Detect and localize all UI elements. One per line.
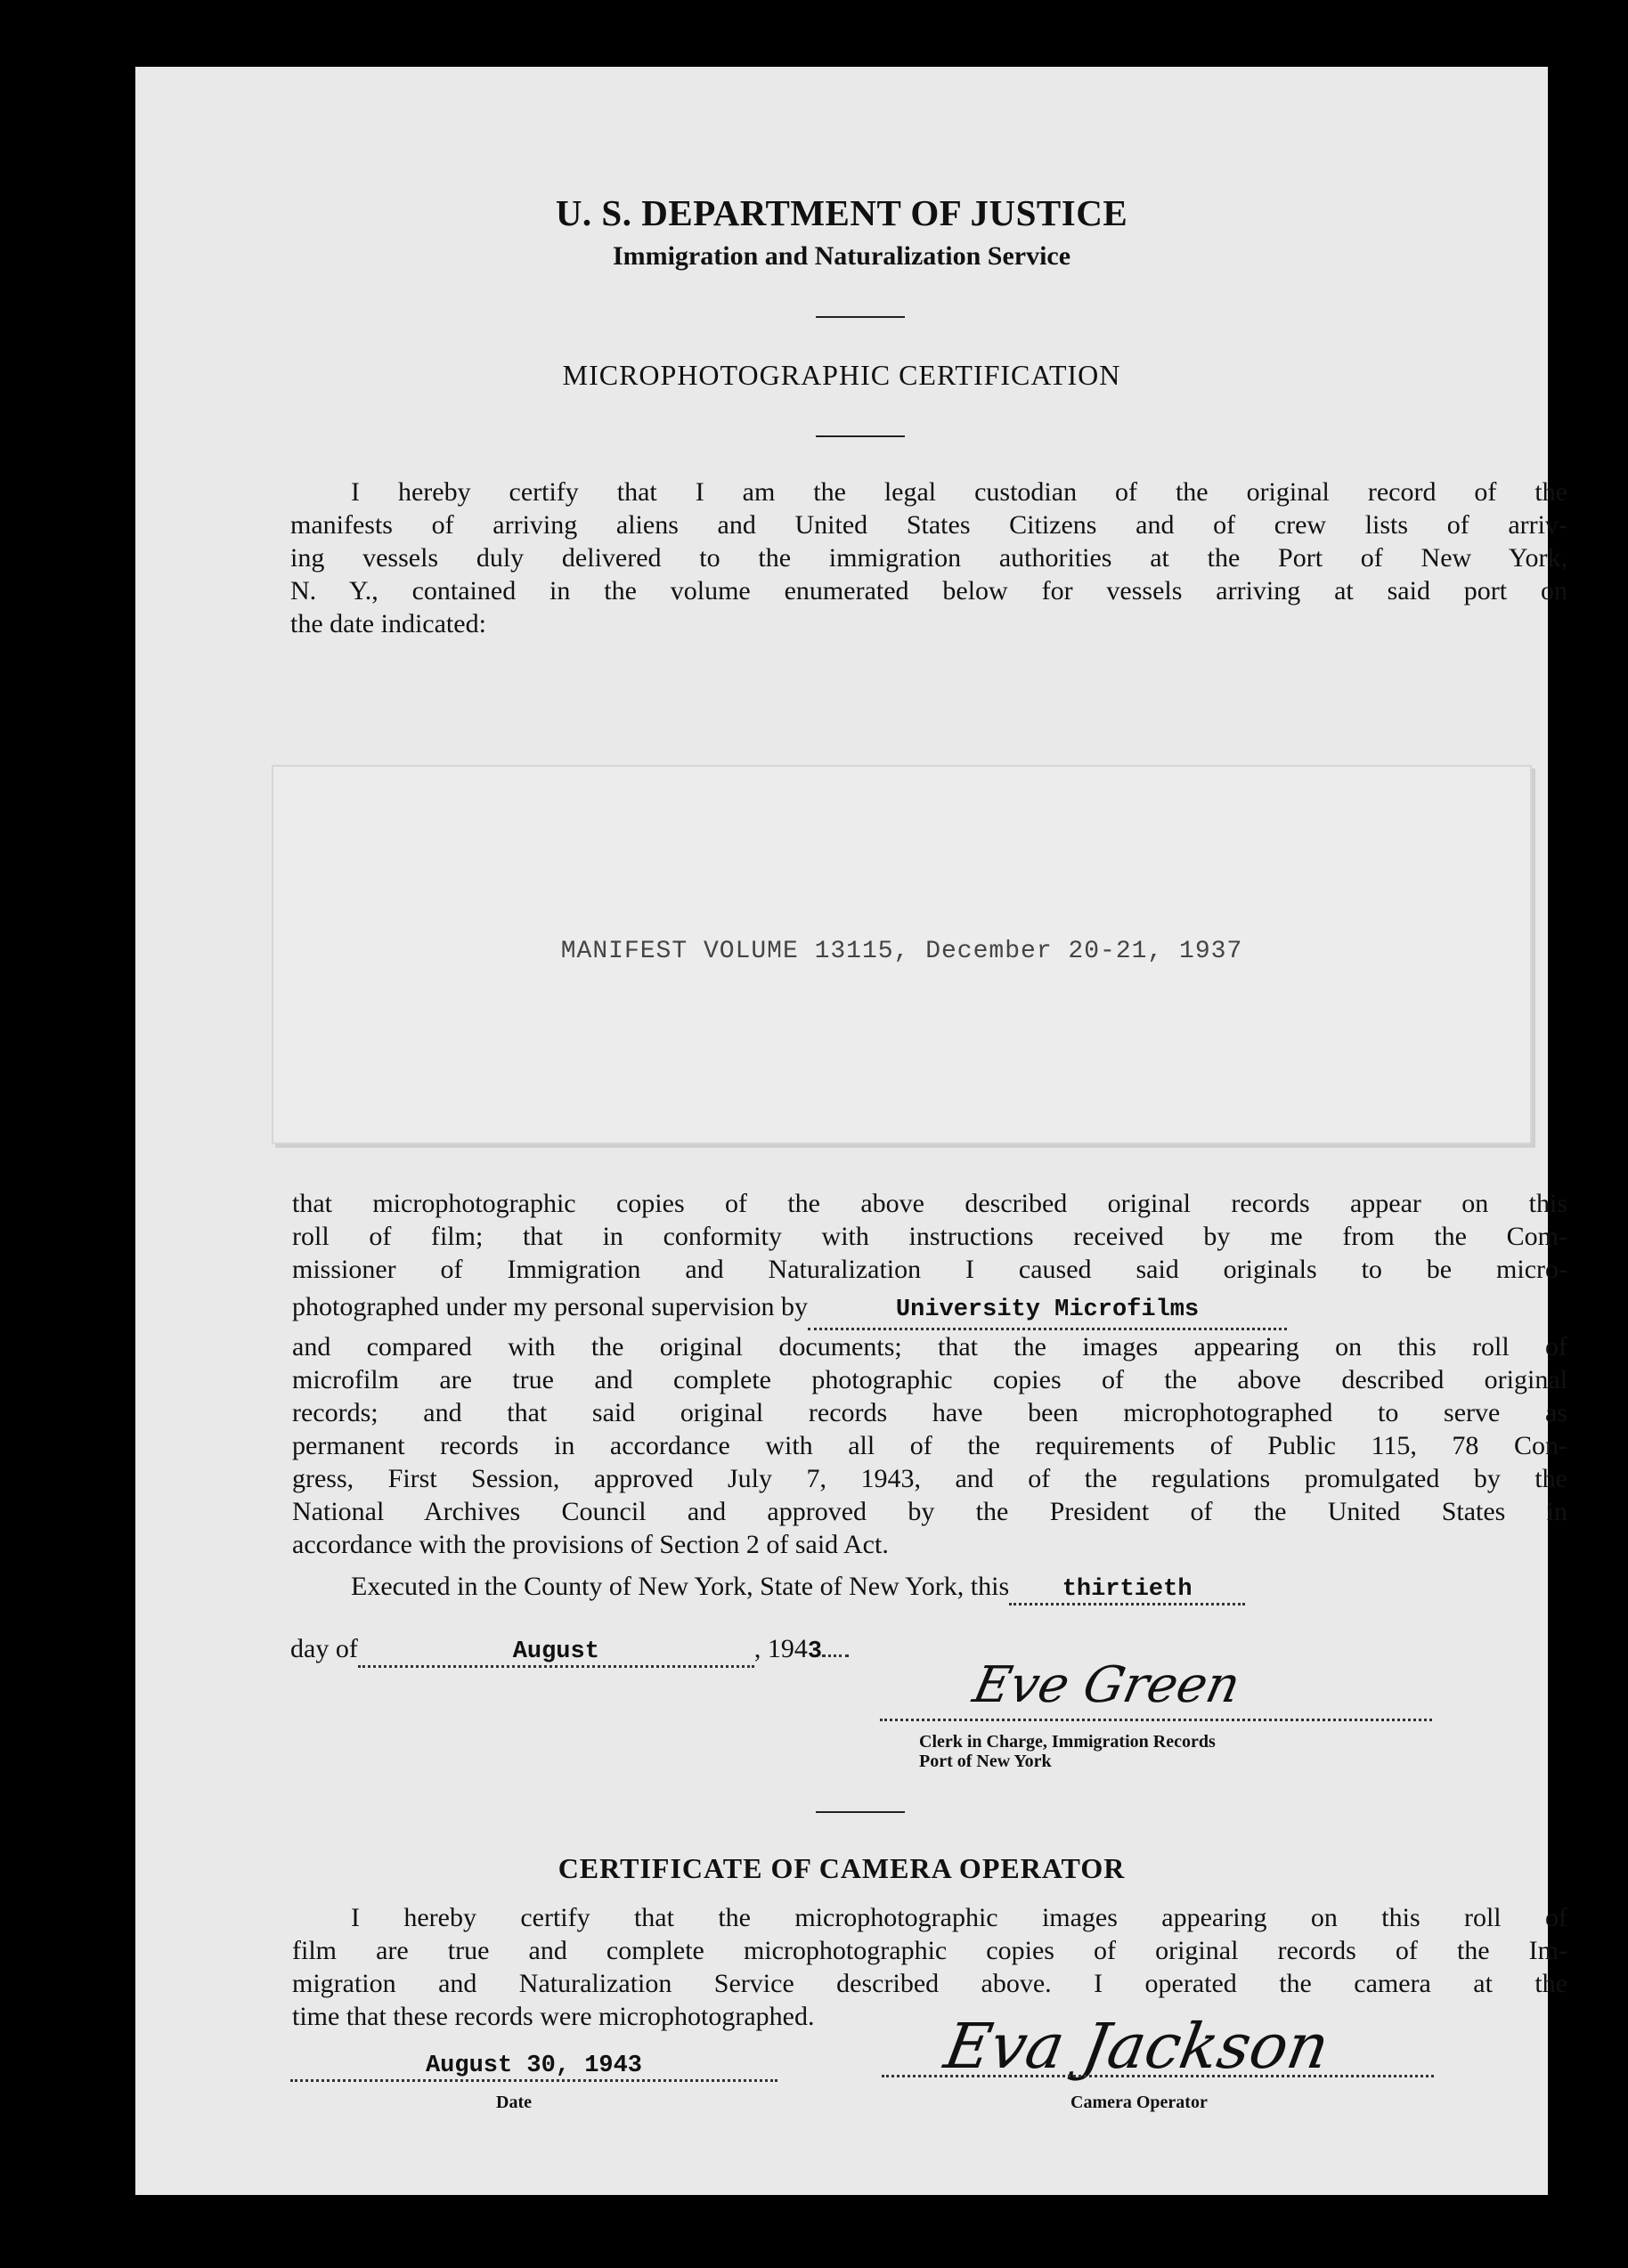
clerk-signature: Eve Green xyxy=(968,1656,1246,1714)
camera-line: film are true and complete microphotographic copies of original records of the Im- xyxy=(292,1936,1567,1965)
camera-certificate-title: CERTIFICATE OF CAMERA OPERATOR xyxy=(558,1852,1126,1884)
intro-line: the date indicated: xyxy=(290,609,486,638)
executed-prefix: Executed in the County of New York, State of New York, this xyxy=(351,1572,1010,1601)
camera-date-value: August 30, 1943 xyxy=(425,2053,643,2079)
intro-line: ing vessels duly delivered to the immigration authorities at the Port of New York, xyxy=(290,543,1567,573)
service-subtitle: Immigration and Naturalization Service xyxy=(612,241,1071,271)
operator-label: Camera Operator xyxy=(1070,2093,1208,2112)
camera-paragraph xyxy=(292,1901,1567,2033)
camera-line: I hereby certify that the microphotographic images appearing on this roll of xyxy=(351,1903,1567,1932)
intro-line: N. Y., contained in the volume enumerated below for vessels arriving at said port on xyxy=(290,576,1567,606)
body-line: that microphotographic copies of the above described original records appear on this xyxy=(292,1189,1567,1218)
body-line: roll of film; that in conformity with instructions received by me from the Com- xyxy=(292,1222,1567,1251)
intro-paragraph xyxy=(290,476,1567,640)
body-line: and compared with the original documents; that the images appearing on this roll of xyxy=(292,1332,1567,1362)
divider-top xyxy=(816,316,905,318)
year-field xyxy=(822,1654,849,1657)
body-line: permanent records in accordance with all of the requirements of Public 115, 78 Con- xyxy=(292,1431,1567,1460)
intro-line: manifests of arriving aliens and United States Citizens and of crew lists of arriv- xyxy=(290,510,1567,540)
body-line: microfilm are true and complete photographic copies of the above described original xyxy=(292,1365,1567,1394)
day-field xyxy=(1009,1572,1245,1605)
month-field xyxy=(358,1634,754,1668)
supervisor-field xyxy=(808,1289,1287,1330)
camera-line: time that these records were microphotographed. xyxy=(292,2002,815,2031)
body-line: accordance with the provisions of Section 2 of said Act. xyxy=(292,1530,889,1559)
body-paragraph xyxy=(292,1187,1567,1561)
intro-line: I hereby certify that I am the legal custodian of the original record of the xyxy=(351,477,1567,507)
body-line: missioner of Immigration and Naturalization I caused said originals to be micro- xyxy=(292,1255,1567,1284)
supervision-prefix: photographed under my personal supervision by xyxy=(292,1292,809,1321)
body-line: National Archives Council and approved by the President of the United States in xyxy=(292,1497,1567,1526)
supervisor-value: University Microfilms xyxy=(895,1297,1200,1323)
clerk-signature-line xyxy=(880,1719,1432,1721)
certificate-page xyxy=(135,67,1567,2195)
clerk-title xyxy=(919,1732,1216,1771)
volume-label-box xyxy=(272,765,1532,1144)
date-of-line xyxy=(290,1634,849,1668)
certification-heading: MICROPHOTOGRAPHIC CERTIFICATION xyxy=(562,359,1121,391)
supervision-line xyxy=(292,1289,1567,1330)
operator-signature: Eva Jackson xyxy=(939,2010,1335,2083)
department-title: U. S. DEPARTMENT OF JUSTICE xyxy=(555,192,1128,233)
day-value: thirtieth xyxy=(1062,1576,1193,1603)
year-prefix: , 194 xyxy=(753,1634,808,1663)
divider-bottom xyxy=(816,1811,905,1813)
volume-label: MANIFEST VOLUME 13115, December 20-21, 1937 xyxy=(560,938,1243,965)
year-digit: 3 xyxy=(807,1638,823,1665)
camera-line: migration and Naturalization Service described above. I operated the camera at the xyxy=(292,1969,1567,1998)
body-line: records; and that said original records have been microphotographed to serve as xyxy=(292,1398,1567,1427)
executed-line xyxy=(351,1572,1245,1605)
month-value: August xyxy=(512,1638,599,1665)
body-line: gress, First Session, approved July 7, 1943, and of the regulations promulgated by the xyxy=(292,1464,1567,1493)
date-field xyxy=(290,2053,777,2082)
operator-signature-line xyxy=(882,2075,1434,2077)
clerk-title-line: Port of New York xyxy=(919,1752,1052,1771)
clerk-title-line: Clerk in Charge, Immigration Records xyxy=(919,1732,1216,1752)
day-of-label: day of xyxy=(290,1634,358,1663)
divider-second xyxy=(816,435,905,437)
date-label: Date xyxy=(496,2093,532,2112)
